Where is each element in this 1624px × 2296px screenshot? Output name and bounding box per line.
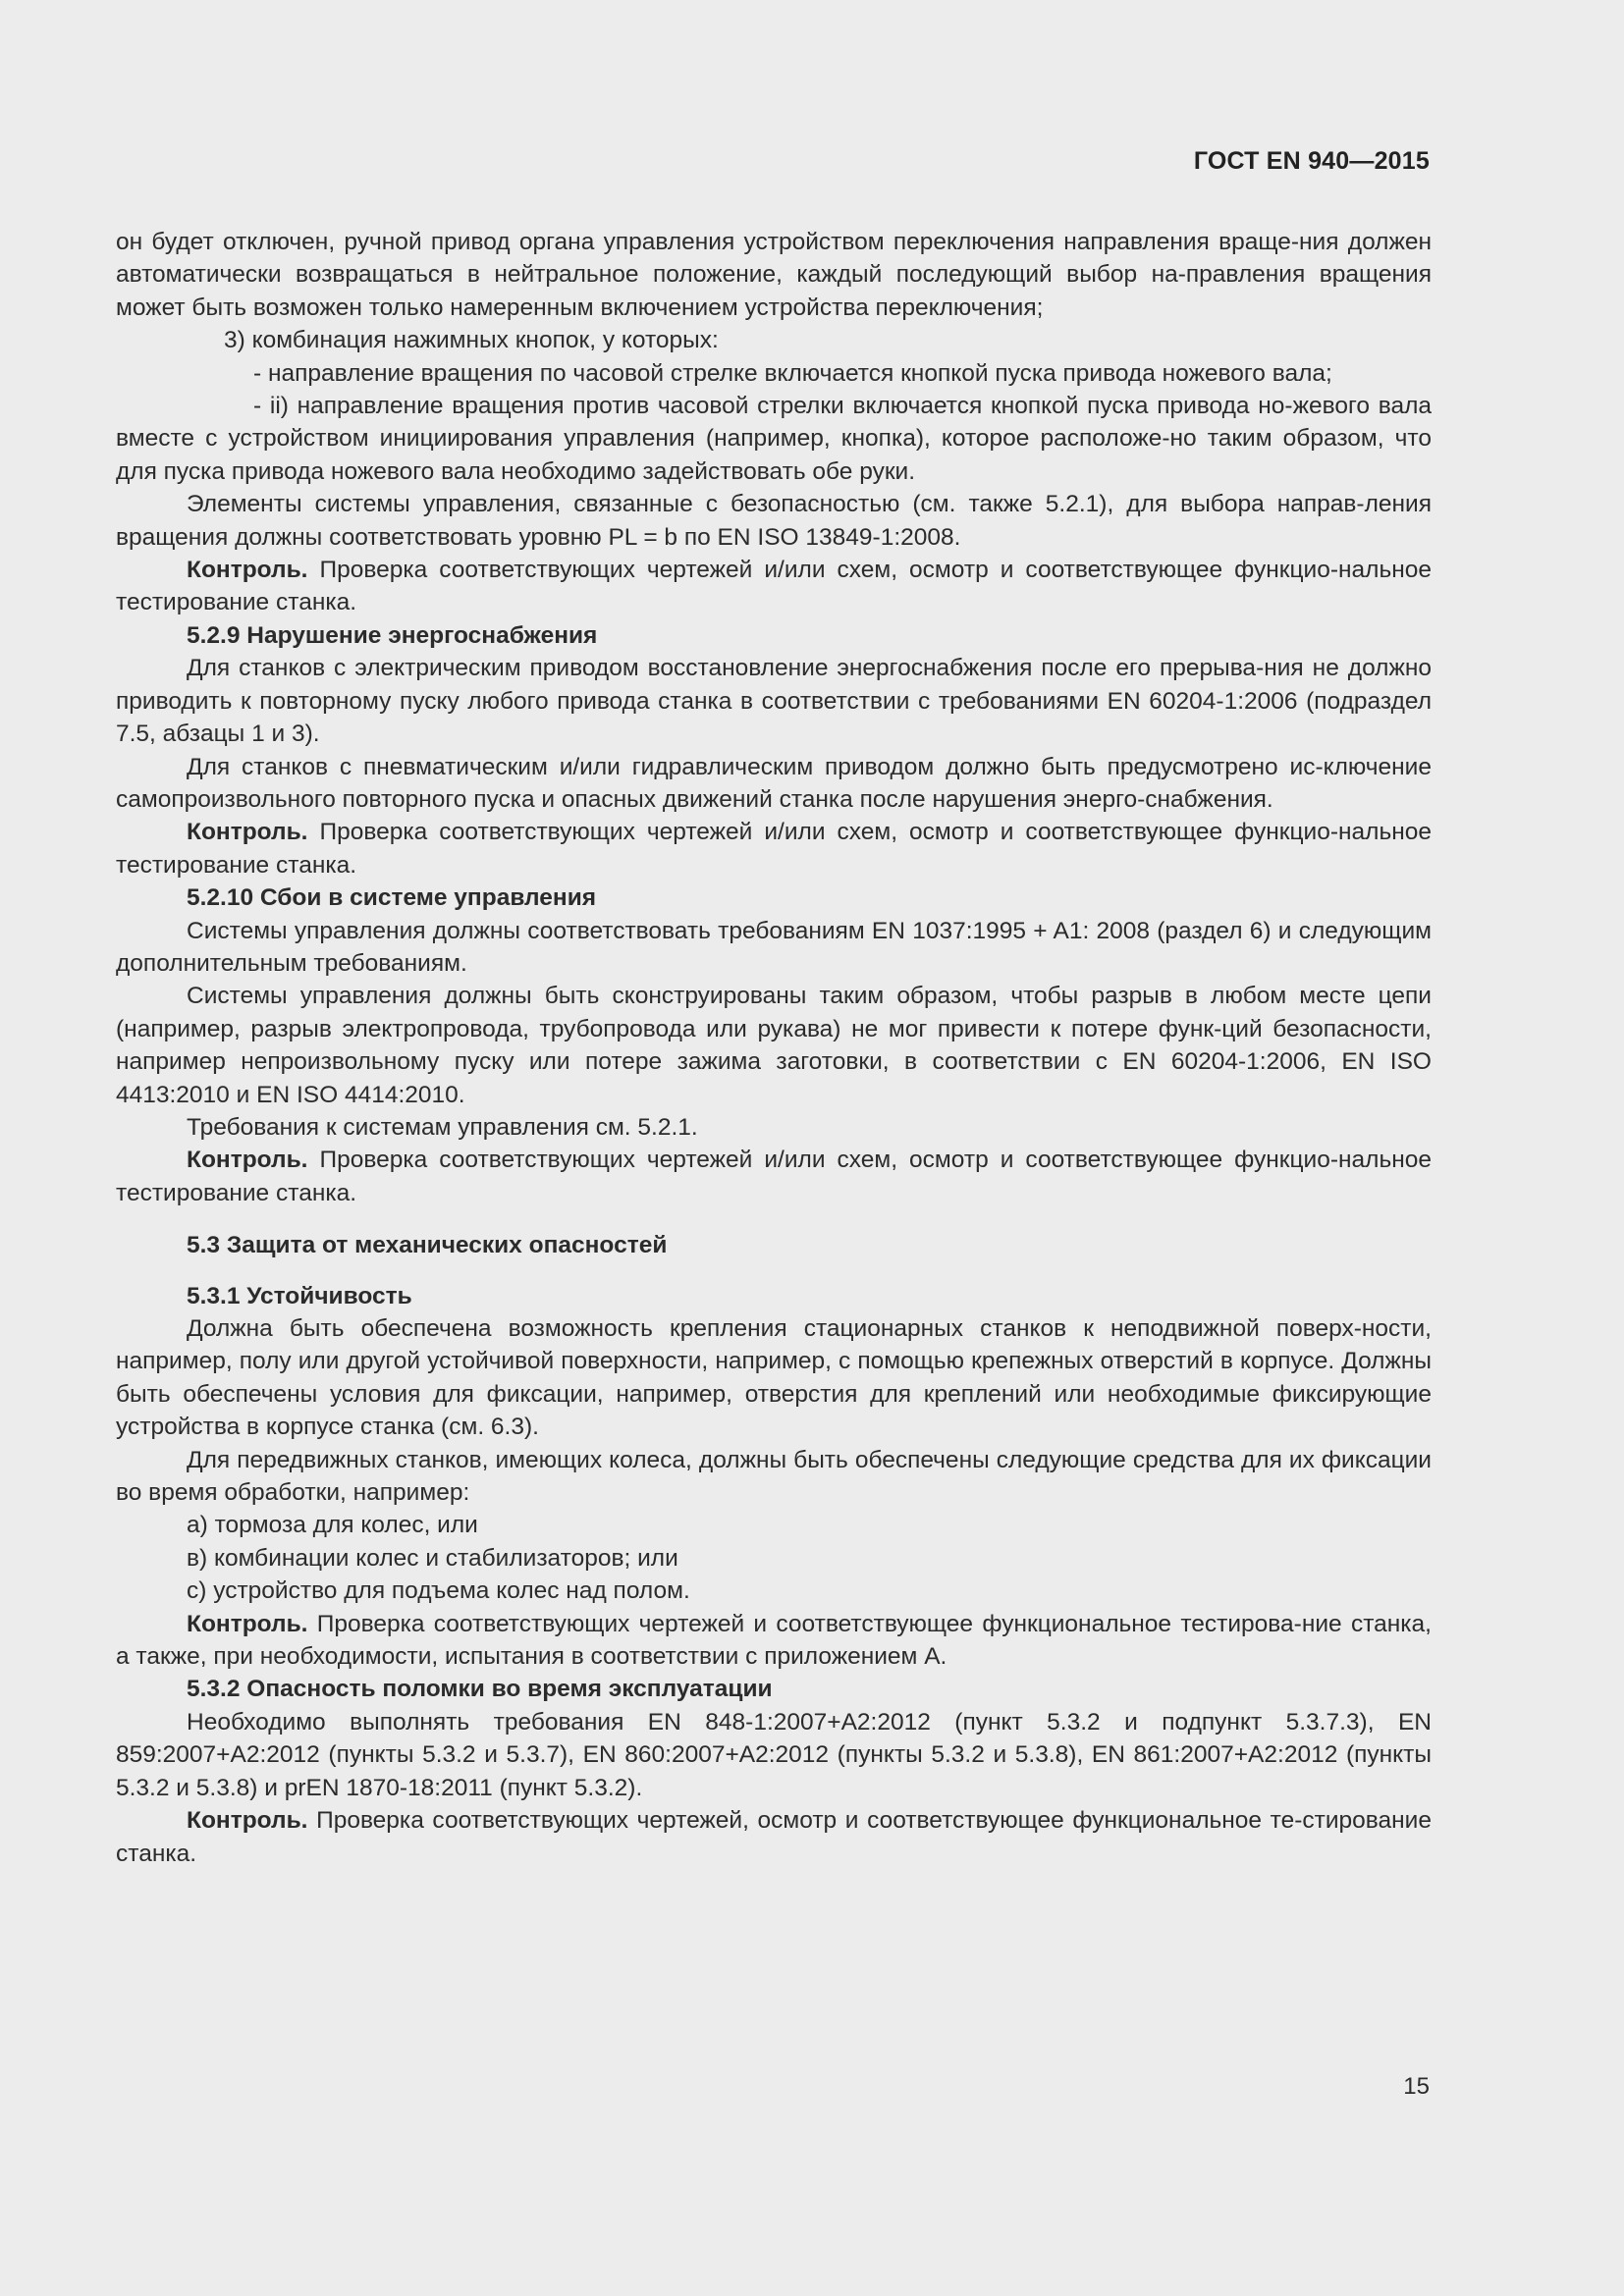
control-label: Контроль. — [187, 557, 308, 584]
control-paragraph — [116, 1144, 1432, 1209]
control-label: Контроль. — [187, 819, 308, 846]
control-label: Контроль. — [187, 1147, 308, 1174]
paragraph: Системы управления должны соответствовать требованиям EN 1037:1995 + A1: 2008 (раздел 6) и следующим дополнительным требованиям. — [116, 917, 1432, 977]
paragraph: Необходимо выполнять требования EN 848-1:2007+A2:2012 (пункт 5.3.2 и подпункт 5.3.7.3), EN 859:2007+A2:2012 (пункты 5.3.2 и 5.3.7), EN 860:2007+A2:2012 (пункты 5.3.2 и 5.3.8), EN 861:2007+A2:2012 (пункты 5.3.2 и 5.3.8) и prEN 1870-18:2011 (пункт 5.3.2). — [116, 1708, 1432, 1801]
section-heading: 5.2.10 Сбои в системе управления — [187, 884, 597, 912]
control-text: Проверка соответствующих чертежей, осмотр и соответствующее функциональное те-стирование станка. — [116, 1807, 1432, 1867]
paragraph: Для станков с пневматическим и/или гидравлическим приводом должно быть предусмотрено ис-ключение самопроизвольного повторного пуска и опасных движений станка после нарушения энерго-снабжения. — [116, 753, 1432, 813]
list-item: - ii) направление вращения против часовой стрелки включается кнопкой пуска привода но-жевого вала вместе с устройством инициирования управления (например, кнопка), которое расположе-но таким образом, что для пуска привода ножевого вала необходимо задействовать обе руки. — [116, 393, 1432, 485]
document-body — [116, 226, 1432, 1870]
paragraph: Должна быть обеспечена возможность крепления стационарных станков к неподвижной поверх-ности, например, полу или другой устойчивой поверхности, например, с помощью крепежных отверстий в корпусе. Должны быть обеспечены условия для фиксации, например, отверстия для креплений или необходимые фиксирующие устройства в корпусе станка (см. 6.3). — [116, 1315, 1432, 1441]
paragraph: Для передвижных станков, имеющих колеса, должны быть обеспечены следующие средства для их фиксации во время обработки, например: — [116, 1446, 1432, 1507]
section-heading: 5.3.1 Устойчивость — [187, 1282, 412, 1309]
control-label: Контроль. — [187, 1610, 308, 1637]
paragraph: Для станков с электрическим приводом восстановление энергоснабжения после его прерыва-ния не должно приводить к повторному пуску любого привода станка в соответствии с требованиями EN 60204-1:2006 (подраздел 7.5, абзацы 1 и 3). — [116, 655, 1432, 748]
control-text: Проверка соответствующих чертежей и соответствующее функциональное тестирова-ние станка, а также, при необходимости, испытания в соответствии с приложением А. — [116, 1610, 1432, 1671]
page-number: 15 — [1403, 2073, 1430, 2100]
control-paragraph — [116, 1608, 1432, 1674]
list-item: - направление вращения по часовой стрелке включается кнопкой пуска привода ножевого вала; — [253, 359, 1332, 387]
control-label: Контроль. — [187, 1807, 308, 1835]
control-text: Проверка соответствующих чертежей и/или схем, осмотр и соответствующее функцио-нальное тестирование станка. — [116, 557, 1432, 616]
control-text: Проверка соответствующих чертежей и/или схем, осмотр и соответствующее функцио-нальное тестирование станка. — [116, 819, 1432, 879]
paragraph: он будет отключен, ручной привод органа управления устройством переключения направления враще-ния должен автоматически возвращаться в нейтральное положение, каждый последующий выбор на-правления вращения может быть возможен только намеренным включением устройства переключения; — [116, 229, 1432, 321]
section-heading: 5.2.9 Нарушение энергоснабжения — [187, 621, 598, 649]
paragraph: Требования к системам управления см. 5.2.1. — [187, 1113, 698, 1141]
paragraph: Элементы системы управления, связанные с безопасностью (см. также 5.2.1), для выбора направ-ления вращения должны соответствовать уровню PL = b по EN ISO 13849-1:2008. — [116, 491, 1432, 551]
control-paragraph — [116, 554, 1432, 619]
list-item: а) тормоза для колес, или — [187, 1512, 478, 1539]
control-paragraph — [116, 1804, 1432, 1870]
document-code-header: ГОСТ EN 940—2015 — [1193, 147, 1430, 175]
section-heading: 5.3 Защита от механических опасностей — [187, 1232, 668, 1259]
paragraph: Системы управления должны быть сконструированы таким образом, чтобы разрыв в любом месте цепи (например, разрыв электропровода, трубопровода или рукава) не мог привести к потере функ-ций безопасности, например непроизвольному пуску или потере зажима заготовки, в соответствии с EN 60204-1:2006, EN ISO 4413:2010 и EN ISO 4414:2010. — [116, 983, 1432, 1108]
list-item: 3) комбинация нажимных кнопок, у которых: — [224, 327, 719, 354]
list-item: в) комбинации колес и стабилизаторов; или — [187, 1544, 678, 1572]
control-text: Проверка соответствующих чертежей и/или схем, осмотр и соответствующее функцио-нальное тестирование станка. — [116, 1147, 1432, 1206]
list-item: с) устройство для подъема колес над полом. — [187, 1577, 690, 1605]
control-paragraph — [116, 816, 1432, 881]
section-heading: 5.3.2 Опасность поломки во время эксплуатации — [187, 1676, 773, 1703]
